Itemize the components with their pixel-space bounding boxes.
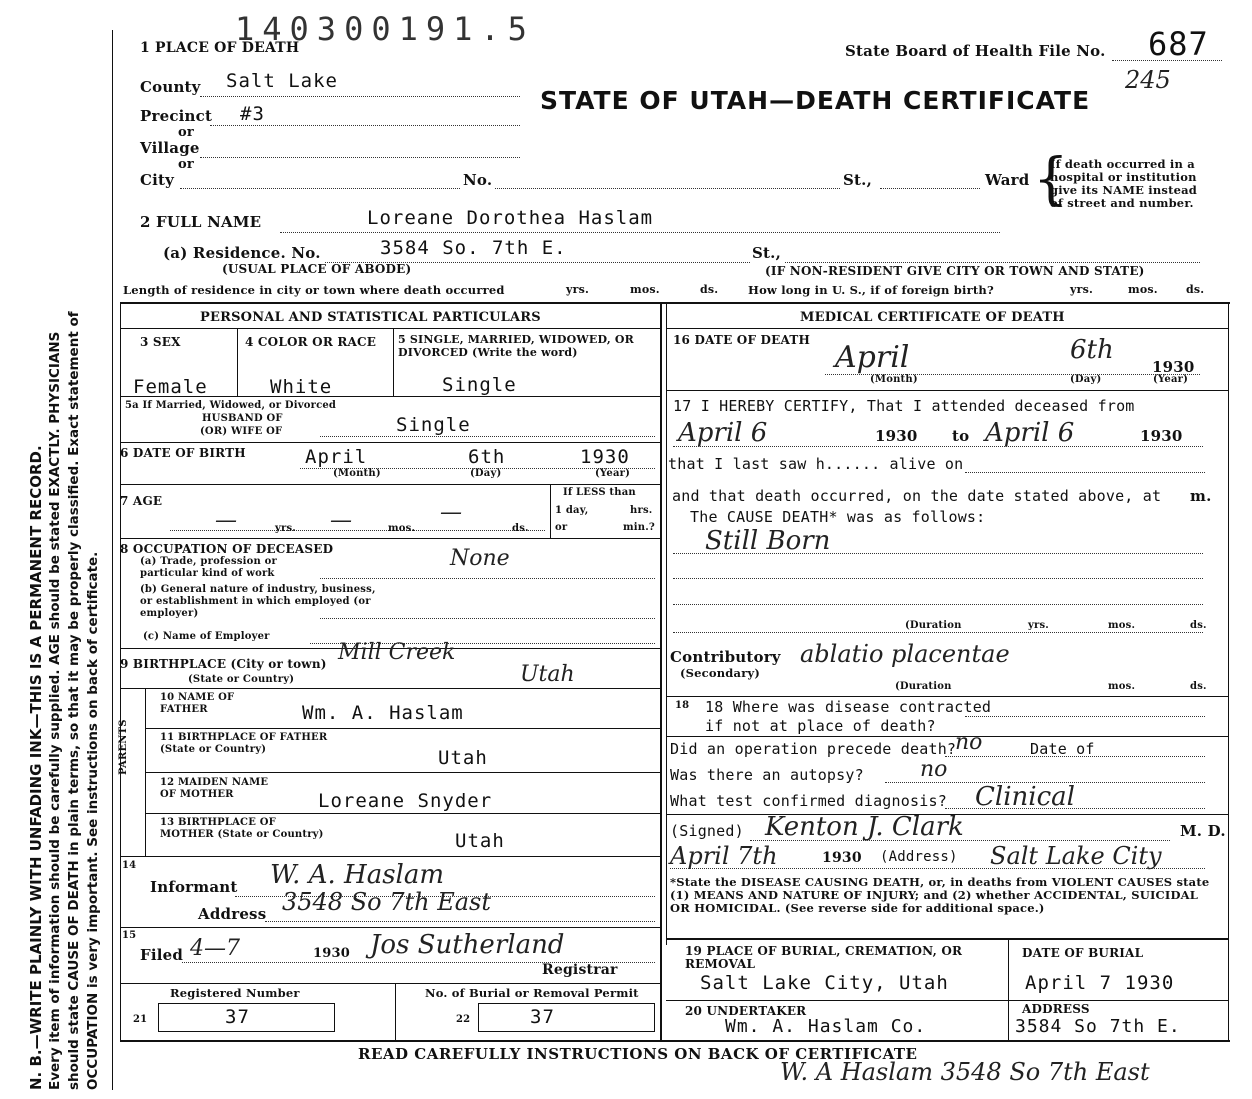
- q-operation: Did an operation precede death?: [670, 740, 957, 758]
- usual-abode: (USUAL PLACE OF ABODE): [222, 262, 412, 276]
- no-label: No.: [463, 171, 493, 189]
- ward-label: Ward: [985, 171, 1030, 189]
- spouse-label-b: HUSBAND OF: [202, 413, 283, 424]
- undertaker-label: 20 UNDERTAKER: [685, 1004, 807, 1018]
- father-bp-value: Utah: [438, 747, 488, 769]
- color-value: White: [270, 376, 333, 398]
- q-test: What test confirmed diagnosis?: [670, 792, 947, 810]
- father-label: 10 NAME OF FATHER: [160, 692, 235, 715]
- residence-st: St.,: [752, 244, 782, 262]
- dob-month: April: [305, 446, 368, 468]
- burial-date-label: DATE OF BURIAL: [1022, 946, 1144, 960]
- item-18: 18: [675, 700, 690, 711]
- how-long-us-label: How long in U. S., if of foreign birth?: [748, 283, 994, 297]
- certify-text: 17 I HEREBY CERTIFY, That I attended deceased from: [673, 397, 1135, 415]
- registrar-signature: Jos Sutherland: [370, 930, 565, 960]
- sex-value: Female: [133, 376, 208, 398]
- burial-date-value: April 7 1930: [1025, 972, 1175, 994]
- dod-month-caption: (Month): [870, 374, 918, 385]
- contributory-label: Contributory: [670, 648, 781, 666]
- filed-value: 4—7: [190, 936, 240, 961]
- occupation-value: None: [450, 546, 510, 571]
- one-day-label: 1 day,: [555, 505, 589, 516]
- q-autopsy: Was there an autopsy?: [670, 766, 864, 784]
- duration-1: (Duration: [905, 620, 962, 631]
- item-14: 14: [122, 860, 137, 871]
- dur2-mos: mos.: [1108, 681, 1136, 692]
- dod-label: 16 DATE OF DEATH: [673, 333, 811, 347]
- occupation-a: (a) Trade, profession or particular kind of work: [140, 556, 278, 579]
- father-value: Wm. A. Haslam: [302, 702, 464, 724]
- dod-year-caption: (Year): [1153, 374, 1189, 385]
- sex-label: 3 SEX: [140, 335, 181, 349]
- marital-value: Single: [442, 374, 517, 396]
- cause-footnote: *State the DISEASE CAUSING DEATH, or, in deaths from VIOLENT CAUSES state (1) MEANS AND NATURE OF INJURY; and (2) whether ACCIDENTAL, SUICIDAL OR HOMICIDAL. (See reverse side for additional space.): [670, 875, 1210, 915]
- informant-label: Informant: [150, 878, 238, 896]
- len-ds: ds.: [700, 283, 719, 296]
- file-no-label: State Board of Health File No.: [845, 42, 1106, 60]
- sign-year: 1930: [822, 850, 862, 866]
- or-min-label: or: [555, 522, 568, 533]
- physician-signature: Kenton J. Clark: [765, 812, 964, 842]
- last-saw: that I last saw h...... alive on: [668, 455, 964, 473]
- spouse-label-a: 5a If Married, Widowed, or Divorced: [125, 400, 337, 411]
- side-note-line4: OCCUPATION is very important. See instructions on back of certificate.: [85, 551, 101, 1090]
- undertaker-address-label: ADDRESS: [1022, 1002, 1090, 1016]
- item-15: 15: [122, 930, 137, 941]
- dob-month-caption: (Month): [333, 468, 381, 479]
- sign-address-label: (Address): [880, 849, 958, 865]
- non-resident-note: (IF NON-RESIDENT GIVE CITY OR TOWN AND STATE): [765, 264, 1145, 278]
- q18a: 18 Where was disease contracted: [705, 698, 992, 716]
- less-than-label: If LESS than: [563, 487, 636, 498]
- attended-from-year: 1930: [875, 427, 918, 445]
- us-mos: mos.: [1128, 283, 1158, 296]
- dur1-ds: ds.: [1190, 620, 1207, 631]
- age-ds-label: ds.: [512, 523, 529, 534]
- extra-file-no: 245: [1125, 66, 1171, 94]
- burial-num-value: 37: [530, 1006, 555, 1028]
- signed-label: (Signed): [670, 822, 744, 840]
- hospital-note: If death occurred in a hospital or institution give its NAME instead of street and number.: [1050, 157, 1198, 210]
- dod-year: 1930: [1152, 358, 1195, 376]
- st-label: St.,: [843, 171, 873, 189]
- item-22: 22: [456, 1014, 471, 1025]
- filed-label: Filed: [140, 946, 184, 964]
- burial-permit-label: No. of Burial or Removal Permit: [425, 986, 639, 1000]
- reg-num-label: Registered Number: [170, 986, 300, 1000]
- marital-label: 5 SINGLE, MARRIED, WIDOWED, OR DIVORCED (Write the word): [398, 333, 635, 359]
- min-label: min.?: [623, 522, 655, 533]
- dur1-mos: mos.: [1108, 620, 1136, 631]
- len-yrs: yrs.: [566, 283, 590, 296]
- footer-note: READ CAREFULLY INSTRUCTIONS ON BACK OF CERTIFICATE: [358, 1045, 918, 1063]
- age-ds: —: [440, 500, 462, 525]
- age-mos-label: mos.: [388, 523, 416, 534]
- birthplace-label: 9 BIRTHPLACE (City or town): [120, 657, 327, 671]
- dob-day-caption: (Day): [470, 468, 502, 479]
- test-value: Clinical: [975, 782, 1075, 812]
- len-mos: mos.: [630, 283, 660, 296]
- side-note-line2: Every item of information should be carefully supplied. AGE should be stated EXACTLY. PHYSICIANS: [47, 331, 63, 1090]
- cause-value: Still Born: [705, 526, 831, 556]
- attended-from: April 6: [678, 418, 768, 448]
- hrs-label: hrs.: [630, 505, 653, 516]
- or-2: or: [178, 157, 194, 172]
- sign-address: Salt Lake City: [990, 842, 1162, 870]
- dod-month: April: [835, 340, 910, 375]
- birthplace-city: Mill Creek: [338, 640, 456, 665]
- md-label: M. D.: [1180, 822, 1226, 840]
- age-yrs: —: [215, 508, 237, 533]
- burial-num-box: [478, 1003, 655, 1032]
- birthplace-state: Utah: [520, 662, 575, 687]
- m-label: m.: [1190, 487, 1212, 505]
- q18b: if not at place of death?: [705, 717, 936, 735]
- spouse-label-c: (OR) WIFE OF: [200, 426, 283, 437]
- county-value: Salt Lake: [226, 70, 338, 92]
- dob-day: 6th: [468, 446, 506, 468]
- address-label: Address: [198, 905, 267, 923]
- or-1: or: [178, 125, 194, 140]
- father-bp-label: 11 BIRTHPLACE OF FATHER (State or Country): [160, 732, 328, 755]
- autopsy-value: no: [920, 757, 948, 782]
- age-label: 7 AGE: [120, 494, 163, 508]
- mother-bp-label: 13 BIRTHPLACE OF MOTHER (State or Country): [160, 817, 324, 840]
- parents-label: PARENTS: [118, 719, 129, 775]
- us-yrs: yrs.: [1070, 283, 1094, 296]
- contributory-value: ablatio placentae: [800, 640, 1010, 668]
- address-value: 3548 So 7th East: [282, 888, 492, 916]
- file-no: 687: [1148, 25, 1209, 63]
- registrar-label: Registrar: [542, 962, 618, 978]
- length-residence-label: Length of residence in city or town where death occurred: [123, 283, 505, 297]
- mother-label: 12 MAIDEN NAME OF MOTHER: [160, 777, 269, 800]
- certificate-title: STATE OF UTAH—DEATH CERTIFICATE: [540, 86, 1091, 115]
- side-note-line1: N. B.—WRITE PLAINLY WITH UNFADING INK—THIS IS A PERMANENT RECORD.: [27, 445, 45, 1090]
- filed-year: 1930: [313, 946, 350, 961]
- hospital-brace: {: [1033, 147, 1069, 212]
- death-occurred: and that death occurred, on the date stated above, at: [672, 487, 1162, 505]
- sign-date: April 7th: [670, 842, 778, 870]
- county-label: County: [140, 78, 201, 96]
- village-label: Village: [140, 139, 200, 157]
- age-mos: —: [330, 508, 352, 533]
- duration-2: (Duration: [895, 681, 952, 692]
- spouse-value: Single: [396, 414, 471, 436]
- date-of-label: Date of: [1030, 740, 1095, 758]
- informant-value: W. A. Haslam: [270, 860, 445, 890]
- dur1-yrs: yrs.: [1028, 620, 1049, 631]
- residence-label: (a) Residence. No.: [163, 244, 321, 262]
- place-of-death-label: 1 PLACE OF DEATH: [140, 40, 300, 56]
- precinct-label: Precinct: [140, 107, 213, 125]
- personal-header: PERSONAL AND STATISTICAL PARTICULARS: [200, 310, 541, 325]
- operation-value: no: [955, 730, 983, 755]
- age-yrs-label: yrs.: [275, 523, 296, 534]
- informant-footer-signature: W. A Haslam 3548 So 7th East: [780, 1058, 1150, 1086]
- undertaker-value: Wm. A. Haslam Co.: [725, 1016, 927, 1037]
- cause-label: The CAUSE DEATH* was as follows:: [690, 508, 986, 526]
- to-label: to: [952, 427, 970, 445]
- burial-place-label: 19 PLACE OF BURIAL, CREMATION, OR REMOVAL: [685, 944, 963, 971]
- birthplace-sub: (State or Country): [188, 674, 295, 685]
- residence-value: 3584 So. 7th E.: [380, 237, 567, 259]
- dod-day: 6th: [1070, 335, 1114, 365]
- occupation-label: 8 OCCUPATION OF DECEASED: [120, 542, 334, 556]
- serial-number: 140300191.5: [235, 10, 535, 48]
- dod-day-caption: (Day): [1070, 374, 1102, 385]
- secondary-label: (Secondary): [680, 666, 760, 680]
- occupation-c: (c) Name of Employer: [143, 631, 270, 642]
- medical-header: MEDICAL CERTIFICATE OF DEATH: [800, 310, 1065, 325]
- attended-to: April 6: [985, 418, 1075, 448]
- side-note-line3: should state CAUSE OF DEATH in plain terms, so that it may be properly classified. Exact statement of: [66, 311, 82, 1090]
- color-label: 4 COLOR OR RACE: [245, 335, 377, 349]
- full-name-label: 2 FULL NAME: [140, 213, 262, 231]
- item-21: 21: [133, 1014, 148, 1025]
- dob-label: 6 DATE OF BIRTH: [120, 446, 246, 460]
- dob-year: 1930: [580, 446, 630, 468]
- undertaker-address-value: 3584 So 7th E.: [1015, 1016, 1181, 1037]
- attended-to-year: 1930: [1140, 427, 1183, 445]
- full-name-value: Loreane Dorothea Haslam: [367, 207, 654, 229]
- mother-value: Loreane Snyder: [318, 790, 493, 812]
- dur2-ds: ds.: [1190, 681, 1207, 692]
- occupation-b: (b) General nature of industry, business, or establishment in which employed (or employer): [140, 584, 376, 619]
- city-label: City: [140, 171, 175, 189]
- us-ds: ds.: [1186, 283, 1205, 296]
- precinct-value: #3: [240, 103, 265, 125]
- dob-year-caption: (Year): [595, 468, 631, 479]
- burial-place-value: Salt Lake City, Utah: [700, 972, 949, 994]
- reg-num-value: 37: [225, 1006, 250, 1028]
- mother-bp-value: Utah: [455, 830, 505, 852]
